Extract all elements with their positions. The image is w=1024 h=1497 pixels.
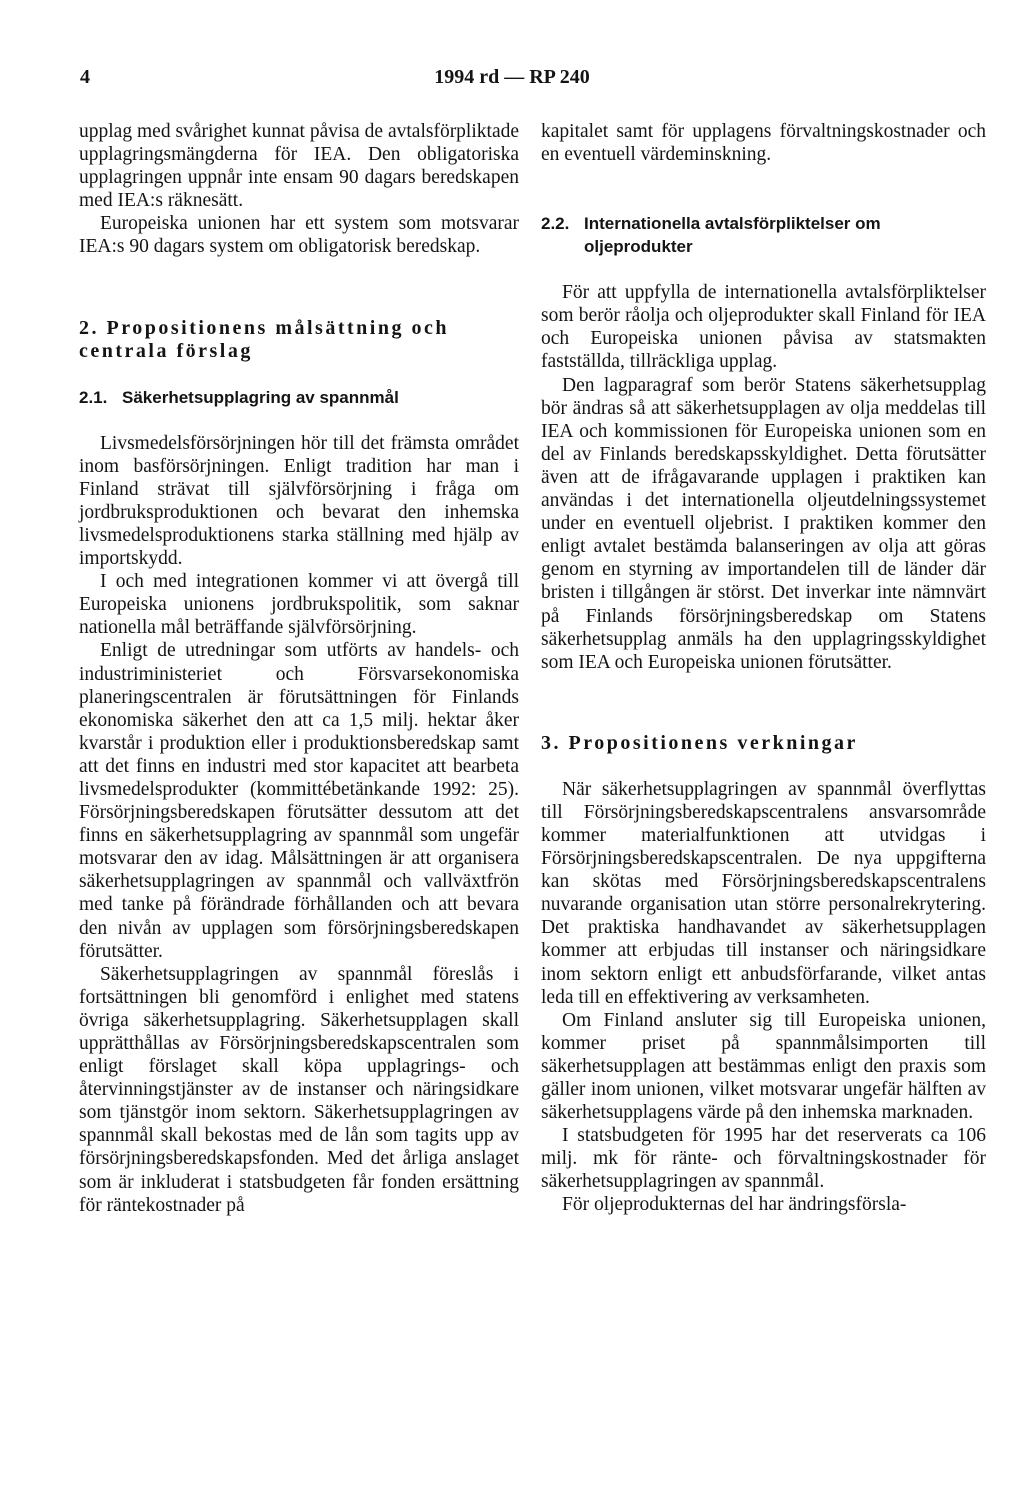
subsection-heading-2-1 bbox=[79, 386, 519, 409]
subsection-title: Säkerhetsupplagring av spannmål bbox=[122, 387, 399, 407]
section-title: Propositionens målsättning och centrala förslag bbox=[79, 316, 449, 362]
paragraph: kapitalet samt för upplagens förvaltningskostnader och en eventuell värdeminskning. bbox=[541, 121, 986, 166]
paragraph: Livsmedelsförsörjningen hör till det främsta området inom basförsörjningen. Enligt tradition har man i Finland strävat till självförsörjning i fråga om jordbruksproduktionen och bevarat den inhemska livsmedelsproduktionens starka ställning med hjälp av importskydd. bbox=[79, 432, 519, 570]
paragraph: Säkerhetsupplagringen av spannmål föreslås i fortsättningen bli genomförd i enlighet med statens övriga säkerhetsupplagring. Säkerhetsupplagen skall upprätthållas av Försörjningsberedskapscentralen som enligt förslaget skall köpa upplagrings- och återvinningstjänster av de instanser och näringsidkare som tjänstgör inom sektorn. Säkerhetsupplagringen av spannmål skall bekostas med de lån som tagits upp av försörjningsberedskapsfonden. Med det årliga anslaget som är inkluderat i statsbudgeten får fonden ersättning för räntekostnader på bbox=[79, 963, 519, 1216]
paragraph: Om Finland ansluter sig till Europeiska unionen, kommer priset på spannmålsimporten till säkerhetsupplagen att bestämmas enligt den praxis som gäller inom unionen, vilket motsvarar ungefär hälften av säkerhetsupplagens värde på den inhemska marknaden. bbox=[541, 1009, 986, 1124]
left-column bbox=[79, 120, 519, 1217]
page-number: 4 bbox=[80, 66, 90, 88]
section-heading-2 bbox=[79, 317, 519, 363]
paragraph: För oljeprodukternas del har ändringsförsla- bbox=[562, 1194, 907, 1216]
section-title: Propositionens verkningar bbox=[568, 731, 858, 754]
paragraph: upplag med svårighet kunnat påvisa de avtalsförpliktade upplagringsmängderna för IEA. Den obligatoriska upplagringen uppnår inte ensam 90 dagars beredskapen med IEA:s räknesätt. bbox=[79, 121, 519, 212]
section-number: 3. bbox=[541, 731, 561, 754]
subsection-number: 2.2. bbox=[541, 214, 570, 234]
running-title: 1994 rd — RP 240 bbox=[434, 66, 590, 88]
subsection-number: 2.1. bbox=[79, 387, 108, 407]
paragraph: Den lagparagraf som berör Statens säkerhetsupplag bör ändras så att säkerhetsupplagen av olja meddelas till IEA och kommissionen för Europeiska unionen som en del av Finlands beredskapsskyldighet. Detta förutsätter även att de ifrågavarande upplagen i praktiken kan användas i det internationella oljeutdelningssystemet under en eventuell oljebrist. I praktiken kommer den enligt avtalet bestämda balanseringen av olja att göras genom en styrning av importandelen till de länder där bristen i tillgången är störst. Det inverkar inte nämnvärt på Finlands försörjningsberedskap om Statens säkerhetsupplag anmäls ha den upplagringsskyldighet som IEA och Europeiska unionen förutsätter. bbox=[541, 374, 986, 673]
paragraph: När säkerhetsupplagringen av spannmål överflyttas till Försörjningsberedskapscentralens ansvarsområde kommer materialfunktionen att utvidgas i Försörjningsberedskapscentralen. De nya uppgifterna kan skötas med Försörjningsberedskapscentralens nuvarande organisation utan större personalrekrytering. Det praktiska handhavandet av säkerhetsupplagen kommer att erbjudas till instanser och näringsidkare inom sektorn enligt ett anbudsförfarande, vilket antas leda till en effektivering av verksamheten. bbox=[541, 778, 986, 1008]
page-header bbox=[0, 66, 1024, 96]
paragraph: I och med integrationen kommer vi att övergå till Europeiska unionens jordbrukspolitik, som saknar nationella mål beträffande självförsörjning. bbox=[79, 571, 519, 639]
paragraph: För att uppfylla de internationella avtalsförpliktelser som berör råolja och oljeprodukter skall Finland för IEA och Europeiska unionen påvisa av statsmakten fastställda, tillräckliga upplag. bbox=[541, 282, 986, 373]
right-column bbox=[541, 120, 986, 1217]
subsection-title: Internationella avtalsförpliktelser om oljeprodukter bbox=[584, 214, 881, 257]
paragraph: Europeiska unionen har ett system som motsvarar IEA:s 90 dagars system om obligatorisk beredskap. bbox=[79, 213, 519, 258]
section-heading-3 bbox=[541, 732, 986, 755]
paragraph: Enligt de utredningar som utförts av handels- och industriministeriet och Försvarsekonomiska planeringscentralen är förutsättningen för Finlands ekonomiska säkerhet den att ca 1,5 milj. hektar åker kvarstår i produktion eller i produktionsberedskap samt att det finns en industri med stor kapacitet att bearbeta livsmedelsprodukter (kommittébetänkande 1992: 25). Försörjningsberedskapen förutsätter dessutom att det finns en säkerhetsupplagring av spannmål som ungefär motsvarar den av idag. Målsättningen är att organisera säkerhetsupplagringen av spannmål och vallväxtfrön med tanke på förändrade förhållanden och att bevara den nivån av upplagen som försörjningsberedskapen förutsätter. bbox=[79, 640, 519, 962]
subsection-heading-2-2 bbox=[541, 212, 986, 258]
paragraph: I statsbudgeten för 1995 har det reserverats ca 106 milj. mk för ränte- och förvaltningskostnader för säkerhetsupplagringen av spannmål. bbox=[541, 1125, 986, 1193]
section-number: 2. bbox=[79, 316, 99, 339]
